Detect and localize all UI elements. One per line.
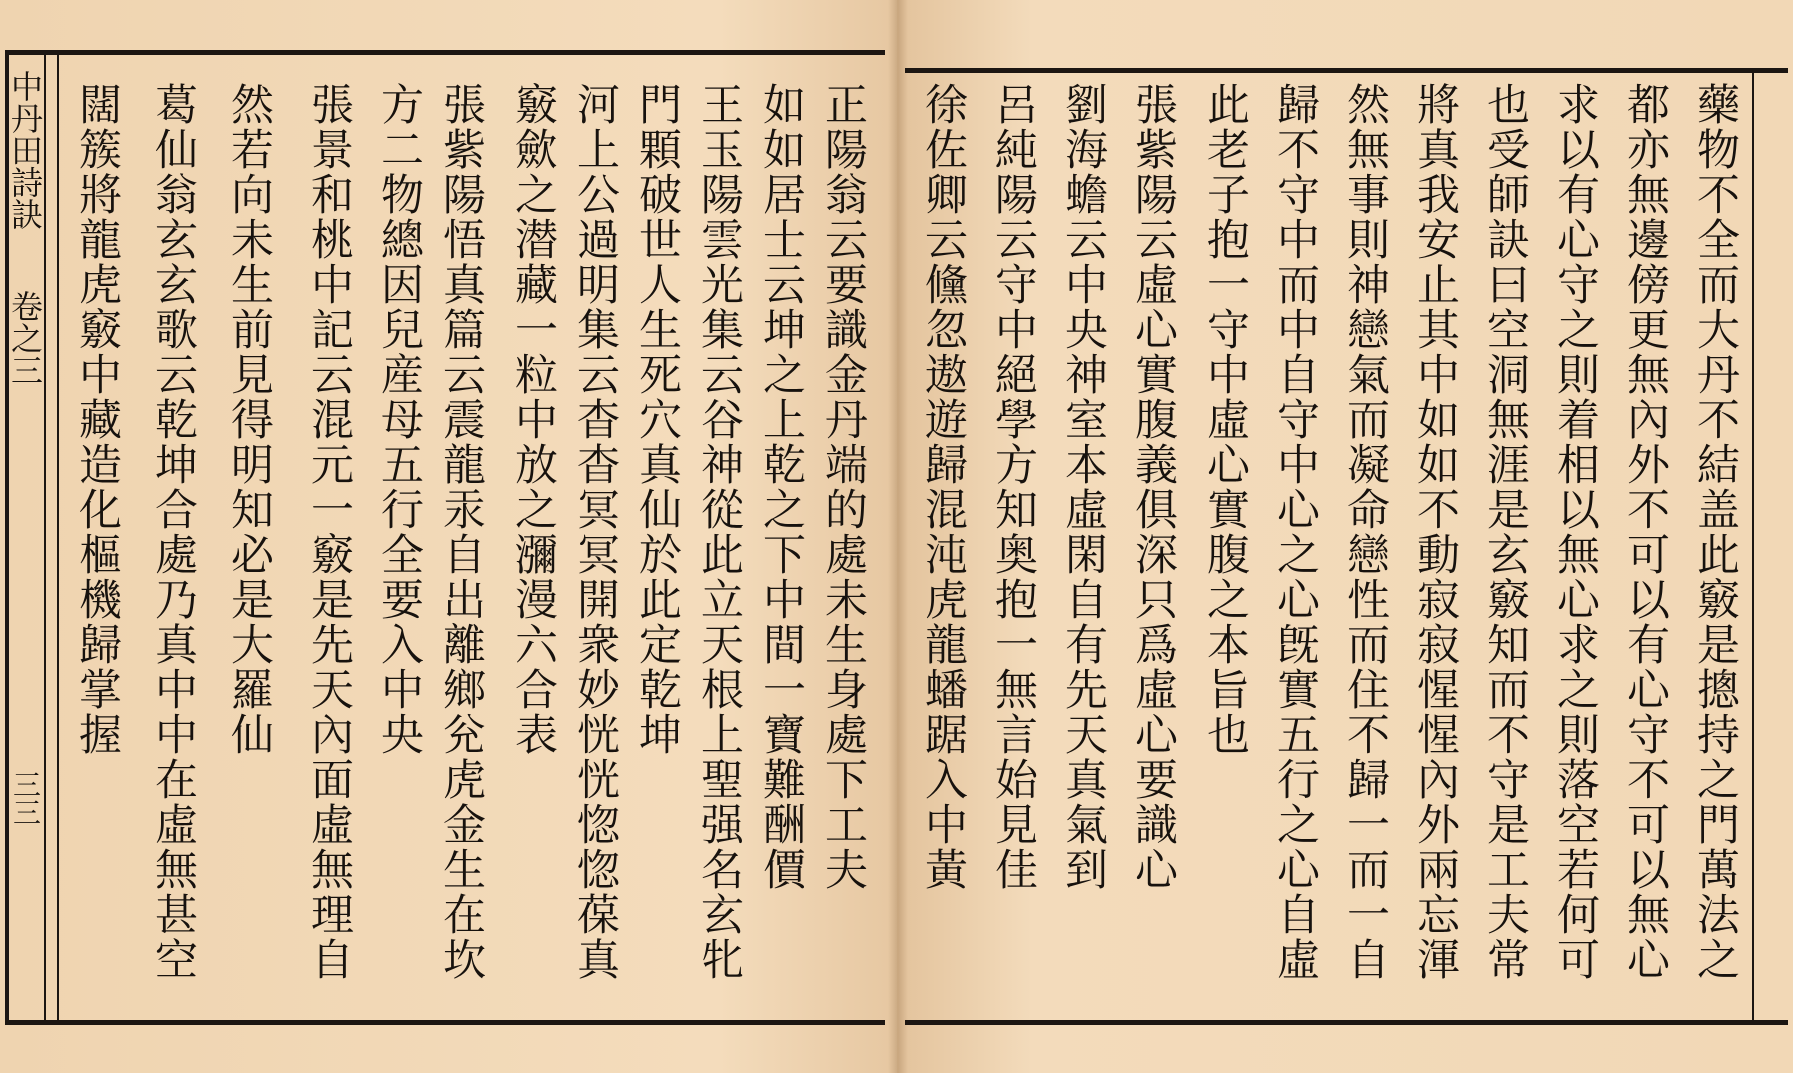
page-number: 三三 <box>9 770 42 826</box>
text-column: 歸不守中而中自守中心之心旣實五行之心自虛 <box>1270 82 1320 982</box>
margin-volume: 卷之三 <box>6 290 44 386</box>
text-column: 張景和桃中記云混元一竅是先天內面虛無理自 <box>304 82 354 982</box>
text-column: 葛仙翁玄玄歌云乾坤合處乃真中中在虛無甚空 <box>148 82 198 982</box>
text-column: 將真我安止其中如如不動寂寂惺惺內外兩忘渾 <box>1410 82 1460 982</box>
margin-title: 中丹田詩訣 <box>6 70 44 230</box>
left-top-rule <box>5 50 885 55</box>
text-column: 求以有心守之則着相以無心求之則落空若何可 <box>1550 82 1600 982</box>
text-column: 然若向未生前見得明知必是大羅仙 <box>224 82 274 757</box>
text-column: 如如居士云坤之上乾之下中間一寶難酬價 <box>756 82 806 892</box>
text-column: 王玉陽雲光集云谷神從此立天根上聖强名玄牝 <box>694 82 744 982</box>
text-column: 闊簇將龍虎竅中藏造化樞機歸掌握 <box>72 82 122 757</box>
text-column: 竅歛之潜藏一粒中放之瀰漫六合表 <box>508 82 558 757</box>
text-column: 藥物不全而大丹不結盖此竅是摠持之門萬法之 <box>1690 82 1740 982</box>
text-column: 呂純陽云守中絕學方知奥抱一無言始見佳 <box>988 82 1038 892</box>
text-column: 張紫陽悟真篇云震龍汞自出離鄉兊虎金生在坎 <box>436 82 486 982</box>
text-column: 劉海蟾云中央神室本虛閑自有先天真氣到 <box>1058 82 1108 892</box>
book-gutter <box>888 0 908 1073</box>
left-margin-rule-2 <box>57 55 59 1020</box>
text-column: 都亦無邊傍更無內外不可以有心守不可以無心 <box>1620 82 1670 982</box>
text-column: 張紫陽云虛心實腹義俱深只爲虛心要識心 <box>1128 82 1178 892</box>
text-column: 然無事則神戀氣而凝命戀性而住不歸一而一自 <box>1340 82 1390 982</box>
right-top-rule <box>905 68 1788 73</box>
text-column: 方二物總因兒産母五行全要入中央 <box>374 82 424 757</box>
text-column: 此老子抱一守中虛心實腹之本旨也 <box>1200 82 1250 757</box>
text-column: 河上公過明集云杳杳冥冥開衆妙恍恍惚惚葆真 <box>570 82 620 982</box>
text-column: 徐佐卿云儵忽遨遊歸混沌虎龍蟠踞入中黃 <box>918 82 968 892</box>
text-column: 正陽翁云要識金丹端的處未生身處下工夫 <box>818 82 868 892</box>
text-column: 也受師訣曰空洞無涯是玄竅知而不守是工夫常 <box>1480 82 1530 982</box>
right-inner-rule <box>1752 73 1754 1020</box>
text-column: 門顆破世人生死穴真仙於此定乾坤 <box>632 82 682 757</box>
